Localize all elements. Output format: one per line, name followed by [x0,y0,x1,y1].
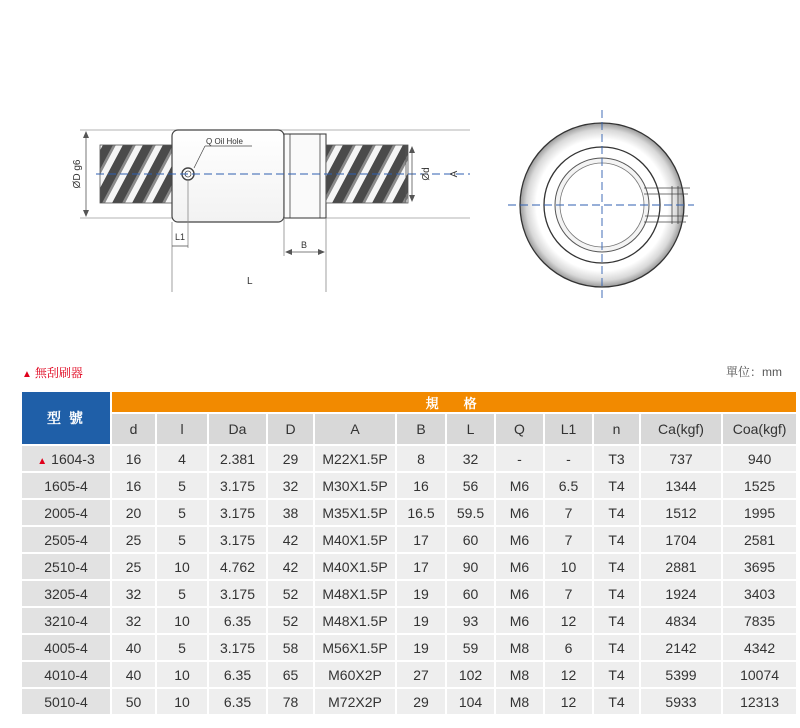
table-cell: T4 [594,471,639,498]
table-cell: T4 [594,633,639,660]
table-cell: 12 [545,660,592,687]
table-cell: 1995 [723,498,796,525]
table-cell: 12313 [723,687,796,714]
oil-hole-label: Q Oil Hole [206,137,243,146]
table-cell: 10 [157,660,207,687]
table-cell: - [496,444,543,471]
table-cell: M72X2P [315,687,395,714]
column-header: L [447,412,494,444]
table-cell: M6 [496,579,543,606]
table-cell: - [545,444,592,471]
table-cell: 38 [268,498,313,525]
table-cell: T4 [594,687,639,714]
table-cell: 19 [397,606,445,633]
table-row [22,606,796,633]
column-header: n [594,412,639,444]
section-title [22,364,83,381]
table-cell: 32 [268,471,313,498]
table-cell: 2.381 [209,444,266,471]
model-cell [22,660,110,687]
table-cell: 5 [157,525,207,552]
table-cell: 16 [112,471,155,498]
model-number: 1605-4 [44,477,88,494]
a-dimension [449,170,460,177]
table-cell: 104 [447,687,494,714]
model-number: 3210-4 [44,612,88,629]
table-row [22,660,796,687]
table-cell: 78 [268,687,313,714]
triangle-marker-icon: ▲ [22,369,32,380]
spec-table [20,392,798,714]
table-cell: 25 [112,525,155,552]
table-cell: M8 [496,687,543,714]
table-cell: 3.175 [209,471,266,498]
table-cell: 93 [447,606,494,633]
table-cell: 59 [447,633,494,660]
table-cell: 4342 [723,633,796,660]
table-cell: 4834 [641,606,721,633]
table-row [22,552,796,579]
table-cell: 60 [447,525,494,552]
table-cell: 3403 [723,579,796,606]
column-header: L1 [545,412,592,444]
table-cell: M56X1.5P [315,633,395,660]
table-cell: 12 [545,606,592,633]
table-body [22,444,796,714]
table-cell: 42 [268,525,313,552]
table-cell: 6.35 [209,687,266,714]
model-cell [22,552,110,579]
table-cell: T3 [594,444,639,471]
table-cell: M8 [496,660,543,687]
model-cell [22,498,110,525]
table-cell: 2881 [641,552,721,579]
table-cell: 56 [447,471,494,498]
table-cell: 32 [112,606,155,633]
table-cell: 6.35 [209,660,266,687]
table-cell: 6 [545,633,592,660]
l-label: L [247,276,253,287]
table-row [22,471,796,498]
d-label: Ød [421,167,432,181]
table-cell: M35X1.5P [315,498,395,525]
table-cell: 60 [447,579,494,606]
model-number: 1604-3 [51,450,95,467]
table-cell: 42 [268,552,313,579]
column-header: Ca(kgf) [641,412,721,444]
table-cell: 10 [157,687,207,714]
table-cell: 52 [268,579,313,606]
table-cell: T4 [594,660,639,687]
b-dimension [284,218,326,292]
model-number: 5010-4 [44,693,88,710]
table-row [22,498,796,525]
table-cell: 7835 [723,606,796,633]
table-cell: 29 [397,687,445,714]
table-cell: T4 [594,606,639,633]
column-header: d [112,412,155,444]
table-cell: M48X1.5P [315,579,395,606]
table-cell: 5399 [641,660,721,687]
table-cell: 1525 [723,471,796,498]
table-cell: M48X1.5P [315,606,395,633]
table-cell: 32 [447,444,494,471]
table-cell: 17 [397,525,445,552]
column-header: l [157,412,207,444]
table-cell: 50 [112,687,155,714]
table-cell: 10 [545,552,592,579]
section-header [22,362,782,380]
table-cell: 3.175 [209,498,266,525]
table-cell: 5 [157,579,207,606]
table-cell: 29 [268,444,313,471]
column-header: B [397,412,445,444]
table-cell: M6 [496,525,543,552]
model-cell [22,687,110,714]
table-cell: 1344 [641,471,721,498]
table-cell: 7 [545,498,592,525]
table-cell: 8 [397,444,445,471]
column-header: Da [209,412,266,444]
table-cell: 2142 [641,633,721,660]
table-cell: 7 [545,579,592,606]
model-cell [22,525,110,552]
table-row [22,525,796,552]
table-cell: 4 [157,444,207,471]
nut-body [172,130,284,222]
model-number: 3205-4 [44,585,88,602]
model-cell [22,579,110,606]
model-cell [22,633,110,660]
table-cell: 19 [397,633,445,660]
table-cell: M6 [496,498,543,525]
column-header-row [22,412,796,444]
column-header: D [268,412,313,444]
model-header: 型 號 [22,392,110,444]
table-cell: 17 [397,552,445,579]
table-cell: 52 [268,606,313,633]
table-cell: 27 [397,660,445,687]
table-cell: 40 [112,633,155,660]
table-cell: M40X1.5P [315,525,395,552]
table-cell: 737 [641,444,721,471]
model-number: 2505-4 [44,531,88,548]
model-cell [22,444,110,471]
table-cell: 5 [157,471,207,498]
table-cell: 19 [397,579,445,606]
table-cell: M6 [496,552,543,579]
table-row [22,687,796,714]
nut-end-view [508,110,694,300]
table-cell: 16.5 [397,498,445,525]
table-cell: M22X1.5P [315,444,395,471]
table-cell: T4 [594,498,639,525]
table-cell: 16 [397,471,445,498]
column-header: Q [496,412,543,444]
model-cell [22,606,110,633]
table-cell: M60X2P [315,660,395,687]
ball-screw-nut-drawing [0,0,800,330]
column-header: A [315,412,395,444]
table-cell: M6 [496,471,543,498]
table-cell: 5 [157,633,207,660]
table-cell: 1512 [641,498,721,525]
model-number: 4010-4 [44,666,88,683]
table-cell: 10 [157,606,207,633]
table-cell: 102 [447,660,494,687]
table-cell: 10 [157,552,207,579]
unit-label: 單位：mm [726,365,782,379]
od-label: ØD g6 [72,159,83,189]
table-cell: M30X1.5P [315,471,395,498]
column-header: Coa(kgf) [723,412,796,444]
table-cell: 3.175 [209,579,266,606]
spec-group-header: 規 格 [112,392,796,412]
a-label: A [449,170,460,178]
section-title-text: 無刮刷器 [34,366,83,380]
table-row [22,633,796,660]
table-cell: 20 [112,498,155,525]
table-cell: 3695 [723,552,796,579]
table-cell: 58 [268,633,313,660]
table-cell: 59.5 [447,498,494,525]
table-cell: 7 [545,525,592,552]
table-cell: 16 [112,444,155,471]
l1-label: L1 [175,232,186,242]
table-cell: M40X1.5P [315,552,395,579]
table-cell: 940 [723,444,796,471]
model-cell [22,471,110,498]
table-cell: 3.175 [209,633,266,660]
table-row [22,444,796,471]
table-cell: T4 [594,525,639,552]
table-cell: 25 [112,552,155,579]
table-cell: 5933 [641,687,721,714]
table-cell: 65 [268,660,313,687]
table-cell: T4 [594,552,639,579]
table-cell: 1704 [641,525,721,552]
table-cell: M8 [496,633,543,660]
model-number: 2005-4 [44,504,88,521]
table-cell: 12 [545,687,592,714]
table-cell: 3.175 [209,525,266,552]
model-number: 4005-4 [44,639,88,656]
table-cell: 6.5 [545,471,592,498]
table-cell: T4 [594,579,639,606]
model-number: 2510-4 [44,558,88,575]
table-cell: 1924 [641,579,721,606]
table-cell: 5 [157,498,207,525]
table-cell: 10074 [723,660,796,687]
b-label: B [301,240,308,250]
nut-thread-collar [284,134,326,218]
triangle-marker-icon: ▲ [37,455,48,467]
table-row [22,579,796,606]
table-cell: 40 [112,660,155,687]
table-cell: 2581 [723,525,796,552]
table-cell: 90 [447,552,494,579]
table-cell: 6.35 [209,606,266,633]
table-cell: M6 [496,606,543,633]
table-cell: 32 [112,579,155,606]
table-cell: 4.762 [209,552,266,579]
